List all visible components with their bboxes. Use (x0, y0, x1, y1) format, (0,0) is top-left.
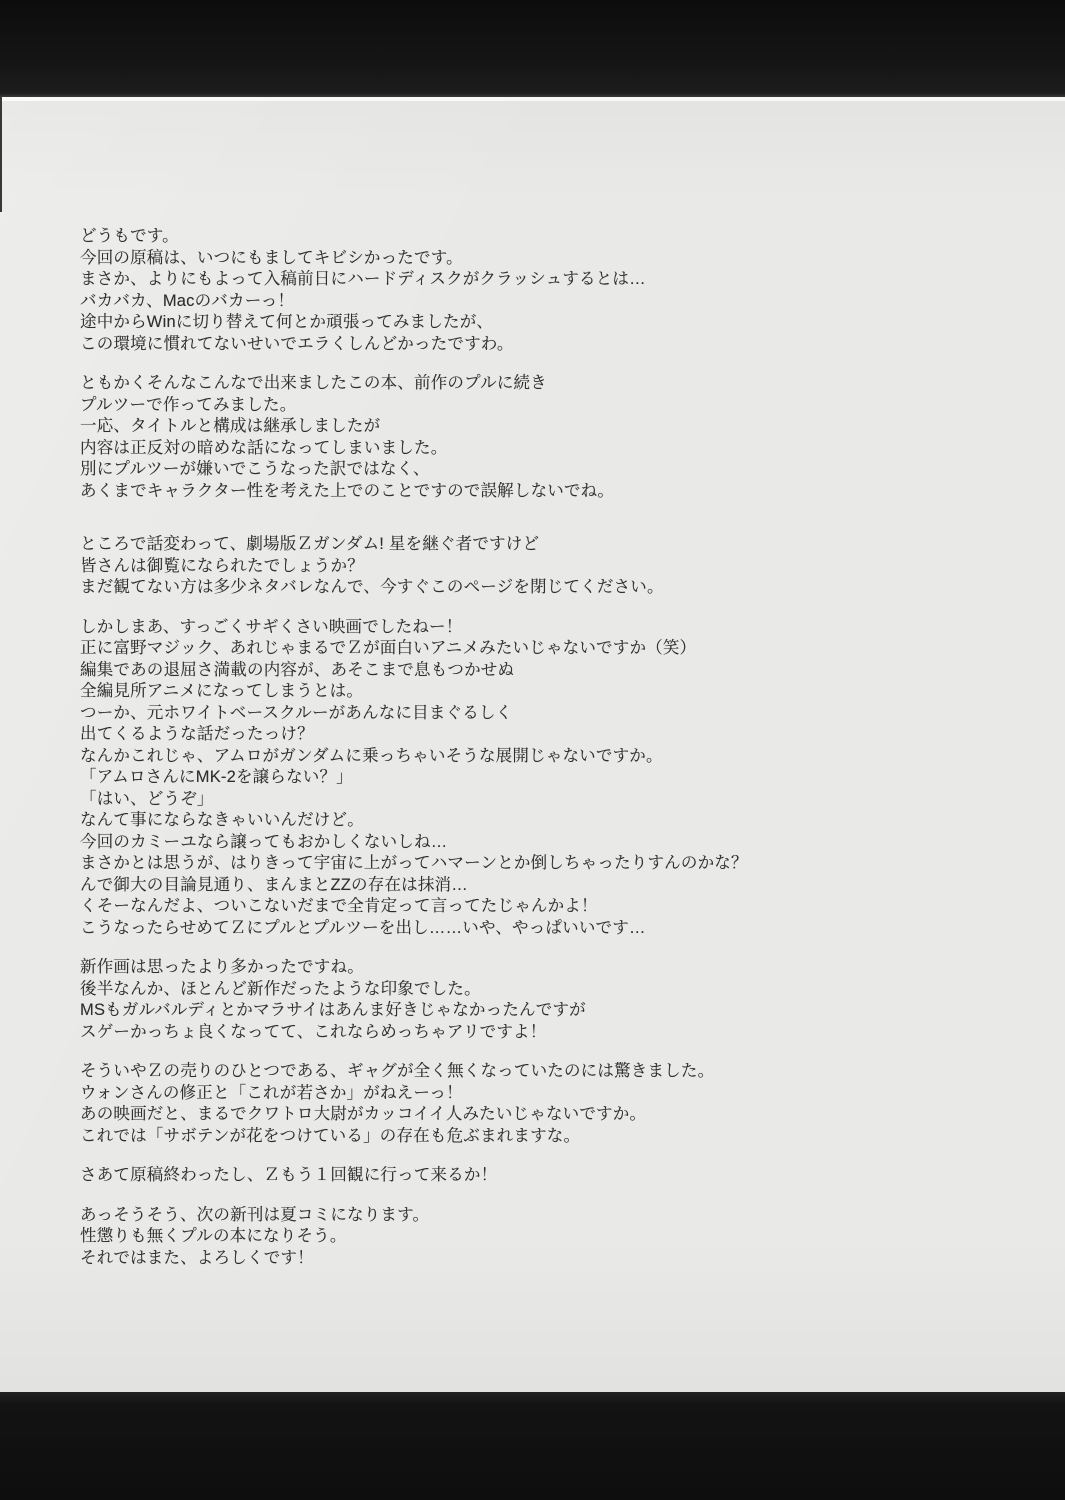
text-line: さあて原稿終わったし、Ｚもう１回観に行って来るか！ (80, 1166, 498, 1184)
text-line: 新作画は思ったより多かったですね。 (80, 958, 364, 976)
text-line: バカバカ、Macのバカーっ！ (80, 291, 295, 310)
text-line: 別にプルツーが嫌いでこうなった訳ではなく、 (80, 460, 430, 478)
afterword-text (80, 226, 1000, 1269)
text-line: 途中からWinに切り替えて何とか頑張ってみましたが、 (80, 313, 494, 331)
text-line: ウォンさんの修正と「これが若さか」がねえーっ！ (80, 1083, 463, 1102)
text-line: こうなったらせめてＺにプルとプルツーを出し……いや、やっぱいいです… (80, 918, 646, 937)
text-line: あっそうそう、次の新刊は夏コミになります。 (80, 1205, 430, 1224)
text-line: くそーなんだよ、ついこないだまで全肯定って言ってたじゃんかよ！ (80, 897, 598, 915)
text-line: しかしまあ、すっごくサギくさい映画でしたねー！ (80, 617, 463, 636)
text-line: なんて事にならなきゃいいんだけど。 (80, 811, 364, 829)
paragraph (80, 373, 1000, 502)
scan-edge-artifact (0, 97, 2, 212)
text-line: 性懲りも無くプルの本になりそう。 (80, 1227, 347, 1245)
paragraph (80, 1061, 1000, 1147)
paragraph (80, 226, 1000, 355)
text-line: つーか、元ホワイトベースクルーがあんなに目まぐるしく (80, 703, 513, 722)
text-line: 今回のカミーユなら譲ってもおかしくないしね… (80, 832, 448, 851)
text-line: スゲーかっちょ良くなってて、これならめっちゃアリですよ！ (80, 1022, 547, 1041)
text-line: MSもガルバルディとかマラサイはあんま好きじゃなかったんですが (80, 1001, 586, 1019)
text-line: この環境に慣れてないせいでエラくしんどかったですわ。 (80, 334, 514, 353)
text-line: そういやＺの売りのひとつである、ギャグが全く無くなっていたのには驚きました。 (80, 1062, 715, 1080)
text-line: どうもです。 (80, 227, 179, 245)
paragraph (80, 534, 1000, 599)
text-line: 後半なんか、ほとんど新作だったような印象でした。 (80, 979, 481, 998)
text-line: 「アムロさんにMK-2を譲らない？」 (80, 768, 353, 786)
text-line: あくまでキャラクター性を考えた上でのことですので誤解しないでね。 (80, 481, 615, 500)
scan-border-top (0, 0, 1065, 97)
text-line: まさか、よりにもよって入稿前日にハードディスクがクラッシュするとは… (80, 270, 646, 288)
text-line: あの映画だと、まるでクワトロ大尉がカッコイイ人みたいじゃないですか。 (80, 1105, 647, 1123)
paper-area (0, 97, 1065, 1392)
text-line: 一応、タイトルと構成は継承しましたが (80, 417, 381, 435)
text-line: なんかこれじゃ、アムロがガンダムに乗っちゃいそうな展開じゃないですか。 (80, 746, 663, 765)
text-line: プルツーで作ってみました。 (80, 395, 297, 414)
text-line: ところで話変わって、劇場版Ｚガンダム! 星を継ぐ者ですけど (80, 535, 540, 553)
text-line: 内容は正反対の暗めな話になってしまいました。 (80, 438, 448, 457)
text-line: 正に富野マジック、あれじゃまるでＺが面白いアニメみたいじゃないですか（笑） (80, 639, 697, 657)
text-line: まさかとは思うが、はりきって宇宙に上がってハマーンとか倒しちゃったりすんのかな？ (80, 854, 748, 872)
paragraph (80, 617, 1000, 940)
text-line: まだ観てない方は多少ネタバレなんで、今すぐこのページを閉じてください。 (80, 578, 664, 596)
text-line: んで御大の目論見通り、まんまとZZの存在は抹消… (80, 875, 468, 894)
text-line: ともかくそんなこんなで出来ましたこの本、前作のプルに続き (80, 374, 547, 392)
text-line: それではまた、よろしくです！ (80, 1248, 314, 1267)
text-line: 今回の原稿は、いつにもましてキビシかったです。 (80, 248, 463, 267)
paragraph (80, 957, 1000, 1043)
text-line: これでは「サボテンが花をつけている」の存在も危ぶまれますな。 (80, 1126, 581, 1145)
text-line: 皆さんは御覧になられたでしょうか？ (80, 556, 364, 575)
scan-border-bottom (0, 1392, 1065, 1500)
paper-edge-highlight (0, 97, 1065, 101)
paragraph (80, 1165, 1000, 1187)
text-line: 編集であの退屈さ満載の内容が、あそこまで息もつかせぬ (80, 660, 515, 679)
text-line: 全編見所アニメになってしまうとは。 (80, 682, 364, 700)
text-line: 出てくるような話だったっけ？ (80, 725, 314, 743)
paragraph (80, 1205, 1000, 1270)
text-line: 「はい、どうぞ」 (80, 789, 214, 808)
